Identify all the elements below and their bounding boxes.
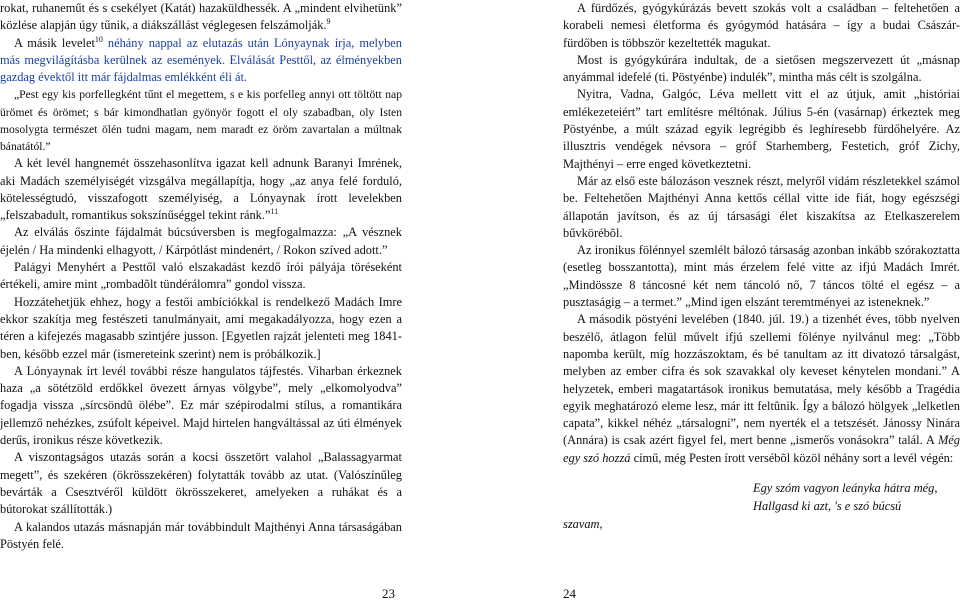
paragraph: A kalandos utazás másnapján már továbbindult Majthényi Anna társaságában Pöstyén felé. [0, 519, 402, 551]
paragraph-text: A két levél hangnemét összehasonlítva igazat kell adnunk Baranyi Imrének, aki Madách személyiségét vizsgálva megállapítja, hogy „az anya felé forduló, kötelességtudó, visszafogott személyiség, a Lónyaynak írott levelekben „felszabadult, romantikus sokszínűséggel tekint ránk.” [0, 156, 402, 223]
paragraph: A fürdőzés, gyógykúrázás bevett szokás volt a családban – feltehetően a korabeli nemesi életforma és gyógymód hatására – így a budai Császár-fürdőben is többször kezeltették magukat. [563, 1, 960, 50]
paragraph: Az ironikus fölénnyel szemlélt bálozó társaság azonban inkább szórakoztatta (esetleg bosszantotta), mint más érzelem felé vitte az ifjú Madách Imrét. „Mindössze 8 táncosné két nem táncoló nő, 7 táncos tölté el egész – a pusztaságig – a termet.” „Mind igen elszánt teremtményei az isteneknek.” [563, 243, 960, 310]
footnote-ref[interactable]: 9 [326, 17, 331, 27]
footnote-ref[interactable]: 11 [270, 207, 279, 217]
quote-paragraph: „Pest egy kis porfellegként tűnt el megettem, s e kis porfelleg annyi ott töltött nap ürömet és örömet; s bár kimondhatlan gyönyör fogott el oly szabadban, oly Isten mosolygta természet ölén tudni magam, nem maradt ez öröm zavartalan a múltnak bánatától.” [0, 88, 402, 154]
right-column [563, 0, 960, 533]
page-number-right: 24 [563, 586, 576, 601]
page-number-left: 23 [382, 586, 395, 601]
paragraph [0, 35, 402, 87]
paragraph [0, 0, 402, 35]
left-page [0, 0, 402, 553]
poem-line: Egy szóm vagyon leánykа hátra még, [753, 481, 938, 496]
paragraph-text: című, még Pesten írott versébõl közöl néhány sort a levél végén: [630, 450, 954, 465]
paragraph-text: A másik levelet [14, 35, 95, 50]
right-page [563, 0, 960, 533]
paragraph-text: rokat, ruhaneműt és s csekélyet (Katát) hazaküldhessék. A „mindent elvihetünk” közlése alapján úgy tűnik, a diákszállást véglegesen felszámolják. [0, 1, 402, 33]
paragraph: Már az első este bálozáson vesznek részt, melyről vidám részletekkel számol be. Feltehetően Majthényi Anna kettős céllal vitte ide fiát, hogy egészségi állapotán javítson, és az új társasági élet kiszakítsa az Etelkaszerelem bűvkörébõl. [563, 173, 960, 240]
paragraph-text: A második pöstyéni levelében (1840. júl. 19.) a tizenhét éves, több nyelven beszélő, átlagon felül művelt ifjú szellemi fölénye nyilvánul meg: „Több napomba került, míg hozzászoktam, és bé tanultam az itt divatozó társalgást, melyben az ember cifra és sok szavakkal oly keveset kénytelen mondani.” A helyzetek, emberi magatartások ironikus bemutatása, mely később a Tragédia egyik meghatározó eleme lesz, már itt feltûnik. Így a bálozó hölgyek „lelketlen capata”, kikkel néhéz „társalogni”, nem nyerték el a tetszését. Jánossy Ninára (Annára) is csak azért figyel fel, mert benne „ismerős vonásokra” talál. A [563, 312, 960, 448]
paragraph: Nyitra, Vadna, Galgóc, Léva mellett vitt el az útjuk, amit „históriai emlékezeteiért” tart említésre méltónak. Július 5-én (vasárnap) érkeztek meg Pöstyénbe, a múlt század egyik legrégibb és leghíresebb fürdőhelyére. Az illusztris vendégek névsora – gróf Starhemberg, Festetich, gróf Zichy, Majthényi – erre enged következtetni. [563, 87, 960, 171]
poem-title: Még egy szó hozzá [563, 433, 960, 465]
left-column [0, 0, 402, 553]
paragraph: Palágyi Menyhért a Pesttől való elszakadást kezdő írói pályája töréseként értékeli, amire mint „rombadõlt tündérálomra” gondol vissza. [0, 260, 402, 292]
paragraph-text: néhány nappal az elutazás után Lónyaynak írja, melyben más megvilágításba kerülnek az események. Elválását Pesttől, az élményekben gazdag évektől itt már fájdalmas emlékként éli át. [0, 35, 403, 85]
paragraph [563, 311, 960, 467]
poem-excerpt [563, 479, 960, 533]
paragraph: A Lónyaynak írt levél további része hangulatos tájfestés. Viharban érkeznek haza „a sötétzöld erdőkkel övezett árnyas völgybe”, mely „elkomolyodva” fogadja vissza „sírcsöndû ölébe”. Ez már szépirodalmi stílus, a romantikára jellemző nehézkes, zsúfolt képeivel. Majd hirtelen hangváltással az úti élmények derűs, ironikus része következik. [0, 363, 402, 448]
paragraph: A viszontagságos utazás során a kocsi összetört valahol „Balassagyarmat megett”, és szekéren (ökrösszekéren) folytatták tovább az utat. (Valószínűleg bevárták a Csesztvéről küldött ökrösszekeret, amelyeken a ruhákat és a bútorokat szállították.) [0, 450, 402, 517]
poem-line: szavam, [563, 517, 603, 532]
paragraph: Most is gyógykúrára indultak, de a sietősen megszervezett út „másnap anyámmal idefelé (ti. Pöstyénbe) indulék”, mintha más célt is szolgálna. [563, 52, 960, 85]
paragraph [0, 155, 402, 224]
footnote-ref[interactable]: 10 [94, 34, 103, 44]
poem-line: Hallgasd ki azt, 's e szó búcsú [753, 499, 902, 514]
paragraph: Az elválás őszinte fájdalmát búcsúversben is megfogalmazza: „A vésznek éjelén / Ha mindenki elhagyott, / Kárpótlást mindenért, / Rokon szíved adott.” [0, 225, 402, 257]
paragraph: Hozzátehetjük ehhez, hogy a festői ambíciókkal is rendelkező Madách Imre ekkor szakítja meg festészeti tanulmányait, ami megakadályozza, hogy ezen a téren a kifejezés magasabb szintjére jusson. [Egyetlen rajzát jelenteti meg 1841-ben, később ezzel már (ismereteink szerint) nem is próbálkozik.] [0, 294, 402, 361]
